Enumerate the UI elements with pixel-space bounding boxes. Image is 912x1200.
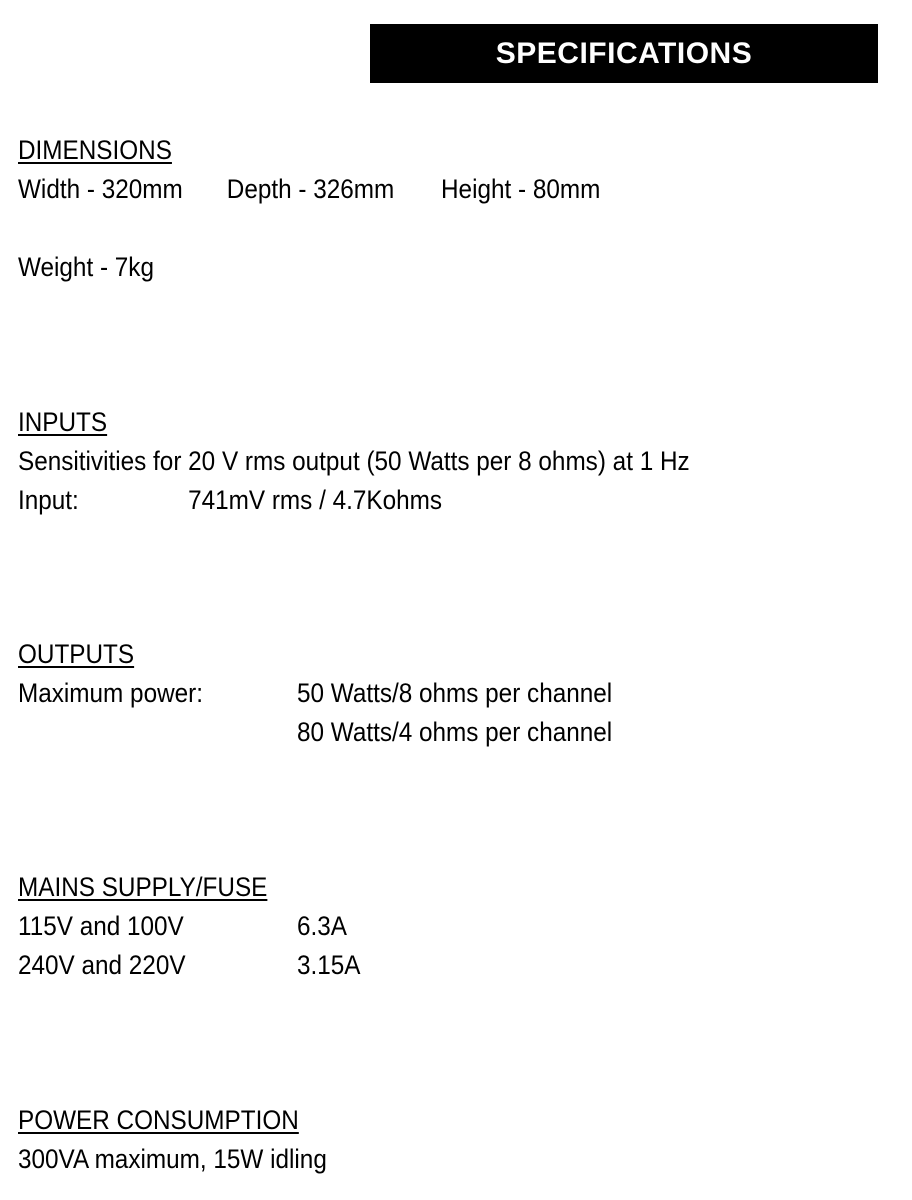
mains-fuse: 6.3A bbox=[297, 911, 347, 941]
max-power-value-1: 50 Watts/8 ohms per channel bbox=[297, 678, 613, 708]
dimension-weight: Weight - 7kg bbox=[18, 252, 154, 282]
dimension-width: Width - 320mm bbox=[18, 174, 183, 204]
dimension-height: Height - 80mm bbox=[441, 174, 601, 204]
power-consumption-value: 300VA maximum, 15W idling bbox=[18, 1144, 327, 1174]
mains-voltage: 115V and 100V bbox=[18, 911, 184, 941]
dimensions-heading: DIMENSIONS bbox=[18, 135, 172, 165]
dimension-depth: Depth - 326mm bbox=[226, 174, 395, 204]
outputs-heading: OUTPUTS bbox=[18, 639, 135, 669]
power-consumption-heading: POWER CONSUMPTION bbox=[18, 1105, 299, 1135]
input-value: 741mV rms / 4.7Kohms bbox=[188, 485, 442, 515]
max-power-value-2: 80 Watts/4 ohms per channel bbox=[297, 717, 613, 747]
inputs-sensitivity: Sensitivities for 20 V rms output (50 Watts per 8 ohms) at 1 Hz bbox=[18, 446, 690, 476]
mains-heading: MAINS SUPPLY/FUSE bbox=[18, 872, 268, 902]
title-bar bbox=[370, 24, 878, 83]
page-title: SPECIFICATIONS bbox=[495, 36, 753, 70]
mains-fuse: 3.15A bbox=[297, 950, 361, 980]
input-label: Input: bbox=[18, 485, 79, 515]
max-power-label: Maximum power: bbox=[18, 678, 203, 708]
mains-voltage: 240V and 220V bbox=[18, 950, 186, 980]
inputs-heading: INPUTS bbox=[18, 407, 108, 437]
